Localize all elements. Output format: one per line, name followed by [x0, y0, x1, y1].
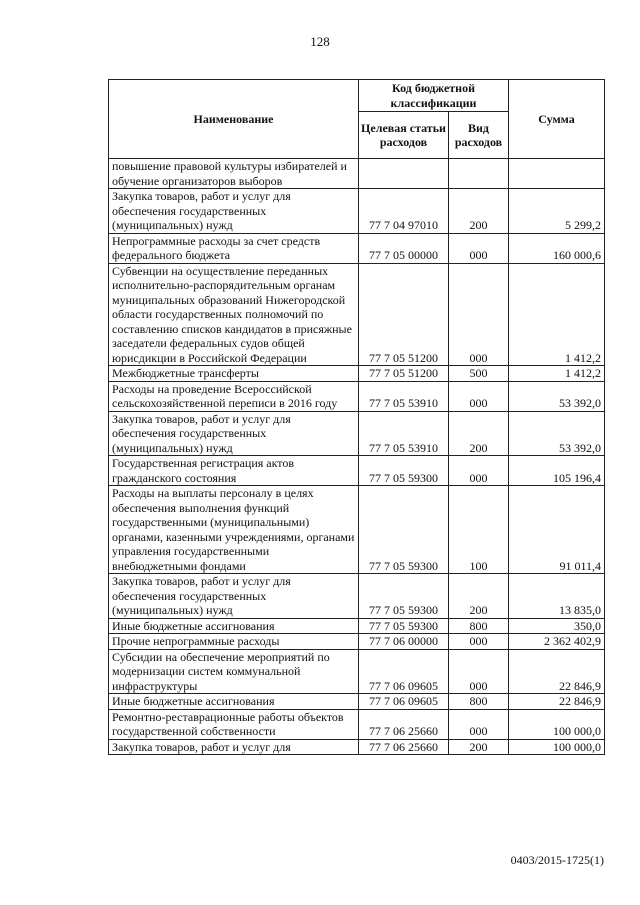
row-code: 77 7 05 53910 — [359, 411, 449, 456]
row-name: Межбюджетные трансферты — [109, 366, 359, 382]
row-sum: 53 392,0 — [509, 411, 605, 456]
row-code: 77 7 05 51200 — [359, 366, 449, 382]
row-name: Непрограммные расходы за счет средств федерального бюджета — [109, 233, 359, 263]
row-code: 77 7 06 25660 — [359, 739, 449, 755]
table-row — [109, 233, 605, 263]
table-row — [109, 618, 605, 634]
row-sum: 105 196,4 — [509, 456, 605, 486]
header-target: Целевая статьи расходов — [359, 112, 449, 159]
header-code-group: Код бюджетной классификации — [359, 80, 509, 112]
row-code: 77 7 05 00000 — [359, 233, 449, 263]
row-kind: 100 — [449, 486, 509, 574]
page-number: 128 — [310, 34, 330, 49]
table-row — [109, 366, 605, 382]
row-sum: 350,0 — [509, 618, 605, 634]
table-row — [109, 159, 605, 189]
row-kind: 000 — [449, 709, 509, 739]
row-kind: 200 — [449, 739, 509, 755]
table-row — [109, 649, 605, 694]
table-row — [109, 709, 605, 739]
row-name: Государственная регистрация актов гражданского состояния — [109, 456, 359, 486]
row-sum: 160 000,6 — [509, 233, 605, 263]
row-code: 77 7 05 59300 — [359, 574, 449, 619]
row-sum — [509, 159, 605, 189]
row-kind: 000 — [449, 381, 509, 411]
row-code: 77 7 05 51200 — [359, 263, 449, 366]
document-id: 0403/2015-1725(1) — [510, 853, 604, 867]
table-row — [109, 739, 605, 755]
row-name: Закупка товаров, работ и услуг для обеспечения государственных (муниципальных) нужд — [109, 411, 359, 456]
row-sum: 5 299,2 — [509, 189, 605, 234]
row-name: Ремонтно-реставрационные работы объектов государственной собственности — [109, 709, 359, 739]
table-row — [109, 263, 605, 366]
row-name: Расходы на выплаты персоналу в целях обеспечения выполнения функций государственными (муниципальными) органами, казенными учреждениями, органами управления государственными внебюджетными фондами — [109, 486, 359, 574]
row-code: 77 7 06 09605 — [359, 649, 449, 694]
row-name: Закупка товаров, работ и услуг для обеспечения государственных (муниципальных) нужд — [109, 574, 359, 619]
row-code: 77 7 05 59300 — [359, 618, 449, 634]
row-name: Субвенции на осуществление переданных исполнительно-распорядительным органам муниципальных образований Нижегородской области государственных полномочий по составлению списков кандидатов в присяжные заседатели федеральных судов общей юрисдикции в Российской Федерации — [109, 263, 359, 366]
row-kind: 800 — [449, 618, 509, 634]
row-kind: 000 — [449, 634, 509, 650]
row-code: 77 7 04 97010 — [359, 189, 449, 234]
header-kind: Вид расходов — [449, 112, 509, 159]
row-kind: 800 — [449, 694, 509, 710]
row-kind: 200 — [449, 189, 509, 234]
row-name: Закупка товаров, работ и услуг для обеспечения государственных (муниципальных) нужд — [109, 189, 359, 234]
row-sum: 2 362 402,9 — [509, 634, 605, 650]
table-row — [109, 634, 605, 650]
row-code — [359, 159, 449, 189]
row-code: 77 7 05 59300 — [359, 456, 449, 486]
row-sum: 22 846,9 — [509, 694, 605, 710]
row-code: 77 7 06 25660 — [359, 709, 449, 739]
row-sum: 100 000,0 — [509, 709, 605, 739]
row-sum: 1 412,2 — [509, 366, 605, 382]
row-sum: 1 412,2 — [509, 263, 605, 366]
row-kind: 000 — [449, 233, 509, 263]
row-kind: 500 — [449, 366, 509, 382]
row-code: 77 7 05 53910 — [359, 381, 449, 411]
row-code: 77 7 06 09605 — [359, 694, 449, 710]
row-kind — [449, 159, 509, 189]
row-name: повышение правовой культуры избирателей и обучение организаторов выборов — [109, 159, 359, 189]
row-code: 77 7 06 00000 — [359, 634, 449, 650]
row-kind: 200 — [449, 574, 509, 619]
table-row — [109, 381, 605, 411]
row-kind: 200 — [449, 411, 509, 456]
row-name: Иные бюджетные ассигнования — [109, 618, 359, 634]
header-name: Наименование — [109, 80, 359, 159]
row-kind: 000 — [449, 456, 509, 486]
row-sum: 53 392,0 — [509, 381, 605, 411]
row-name: Закупка товаров, работ и услуг для — [109, 739, 359, 755]
row-name: Расходы на проведение Всероссийской сельскохозяйственной переписи в 2016 году — [109, 381, 359, 411]
budget-table — [108, 79, 605, 755]
row-name: Иные бюджетные ассигнования — [109, 694, 359, 710]
row-kind: 000 — [449, 263, 509, 366]
table-row — [109, 574, 605, 619]
row-sum: 13 835,0 — [509, 574, 605, 619]
header-row-top — [109, 80, 605, 112]
row-sum: 100 000,0 — [509, 739, 605, 755]
row-code: 77 7 05 59300 — [359, 486, 449, 574]
header-sum: Сумма — [509, 80, 605, 159]
table-row — [109, 456, 605, 486]
row-name: Прочие непрограммные расходы — [109, 634, 359, 650]
row-sum: 22 846,9 — [509, 649, 605, 694]
table-row — [109, 411, 605, 456]
row-sum: 91 011,4 — [509, 486, 605, 574]
table-row — [109, 189, 605, 234]
table-row — [109, 486, 605, 574]
row-kind: 000 — [449, 649, 509, 694]
row-name: Субсидии на обеспечение мероприятий по модернизации систем коммунальной инфраструктуры — [109, 649, 359, 694]
table-row — [109, 694, 605, 710]
